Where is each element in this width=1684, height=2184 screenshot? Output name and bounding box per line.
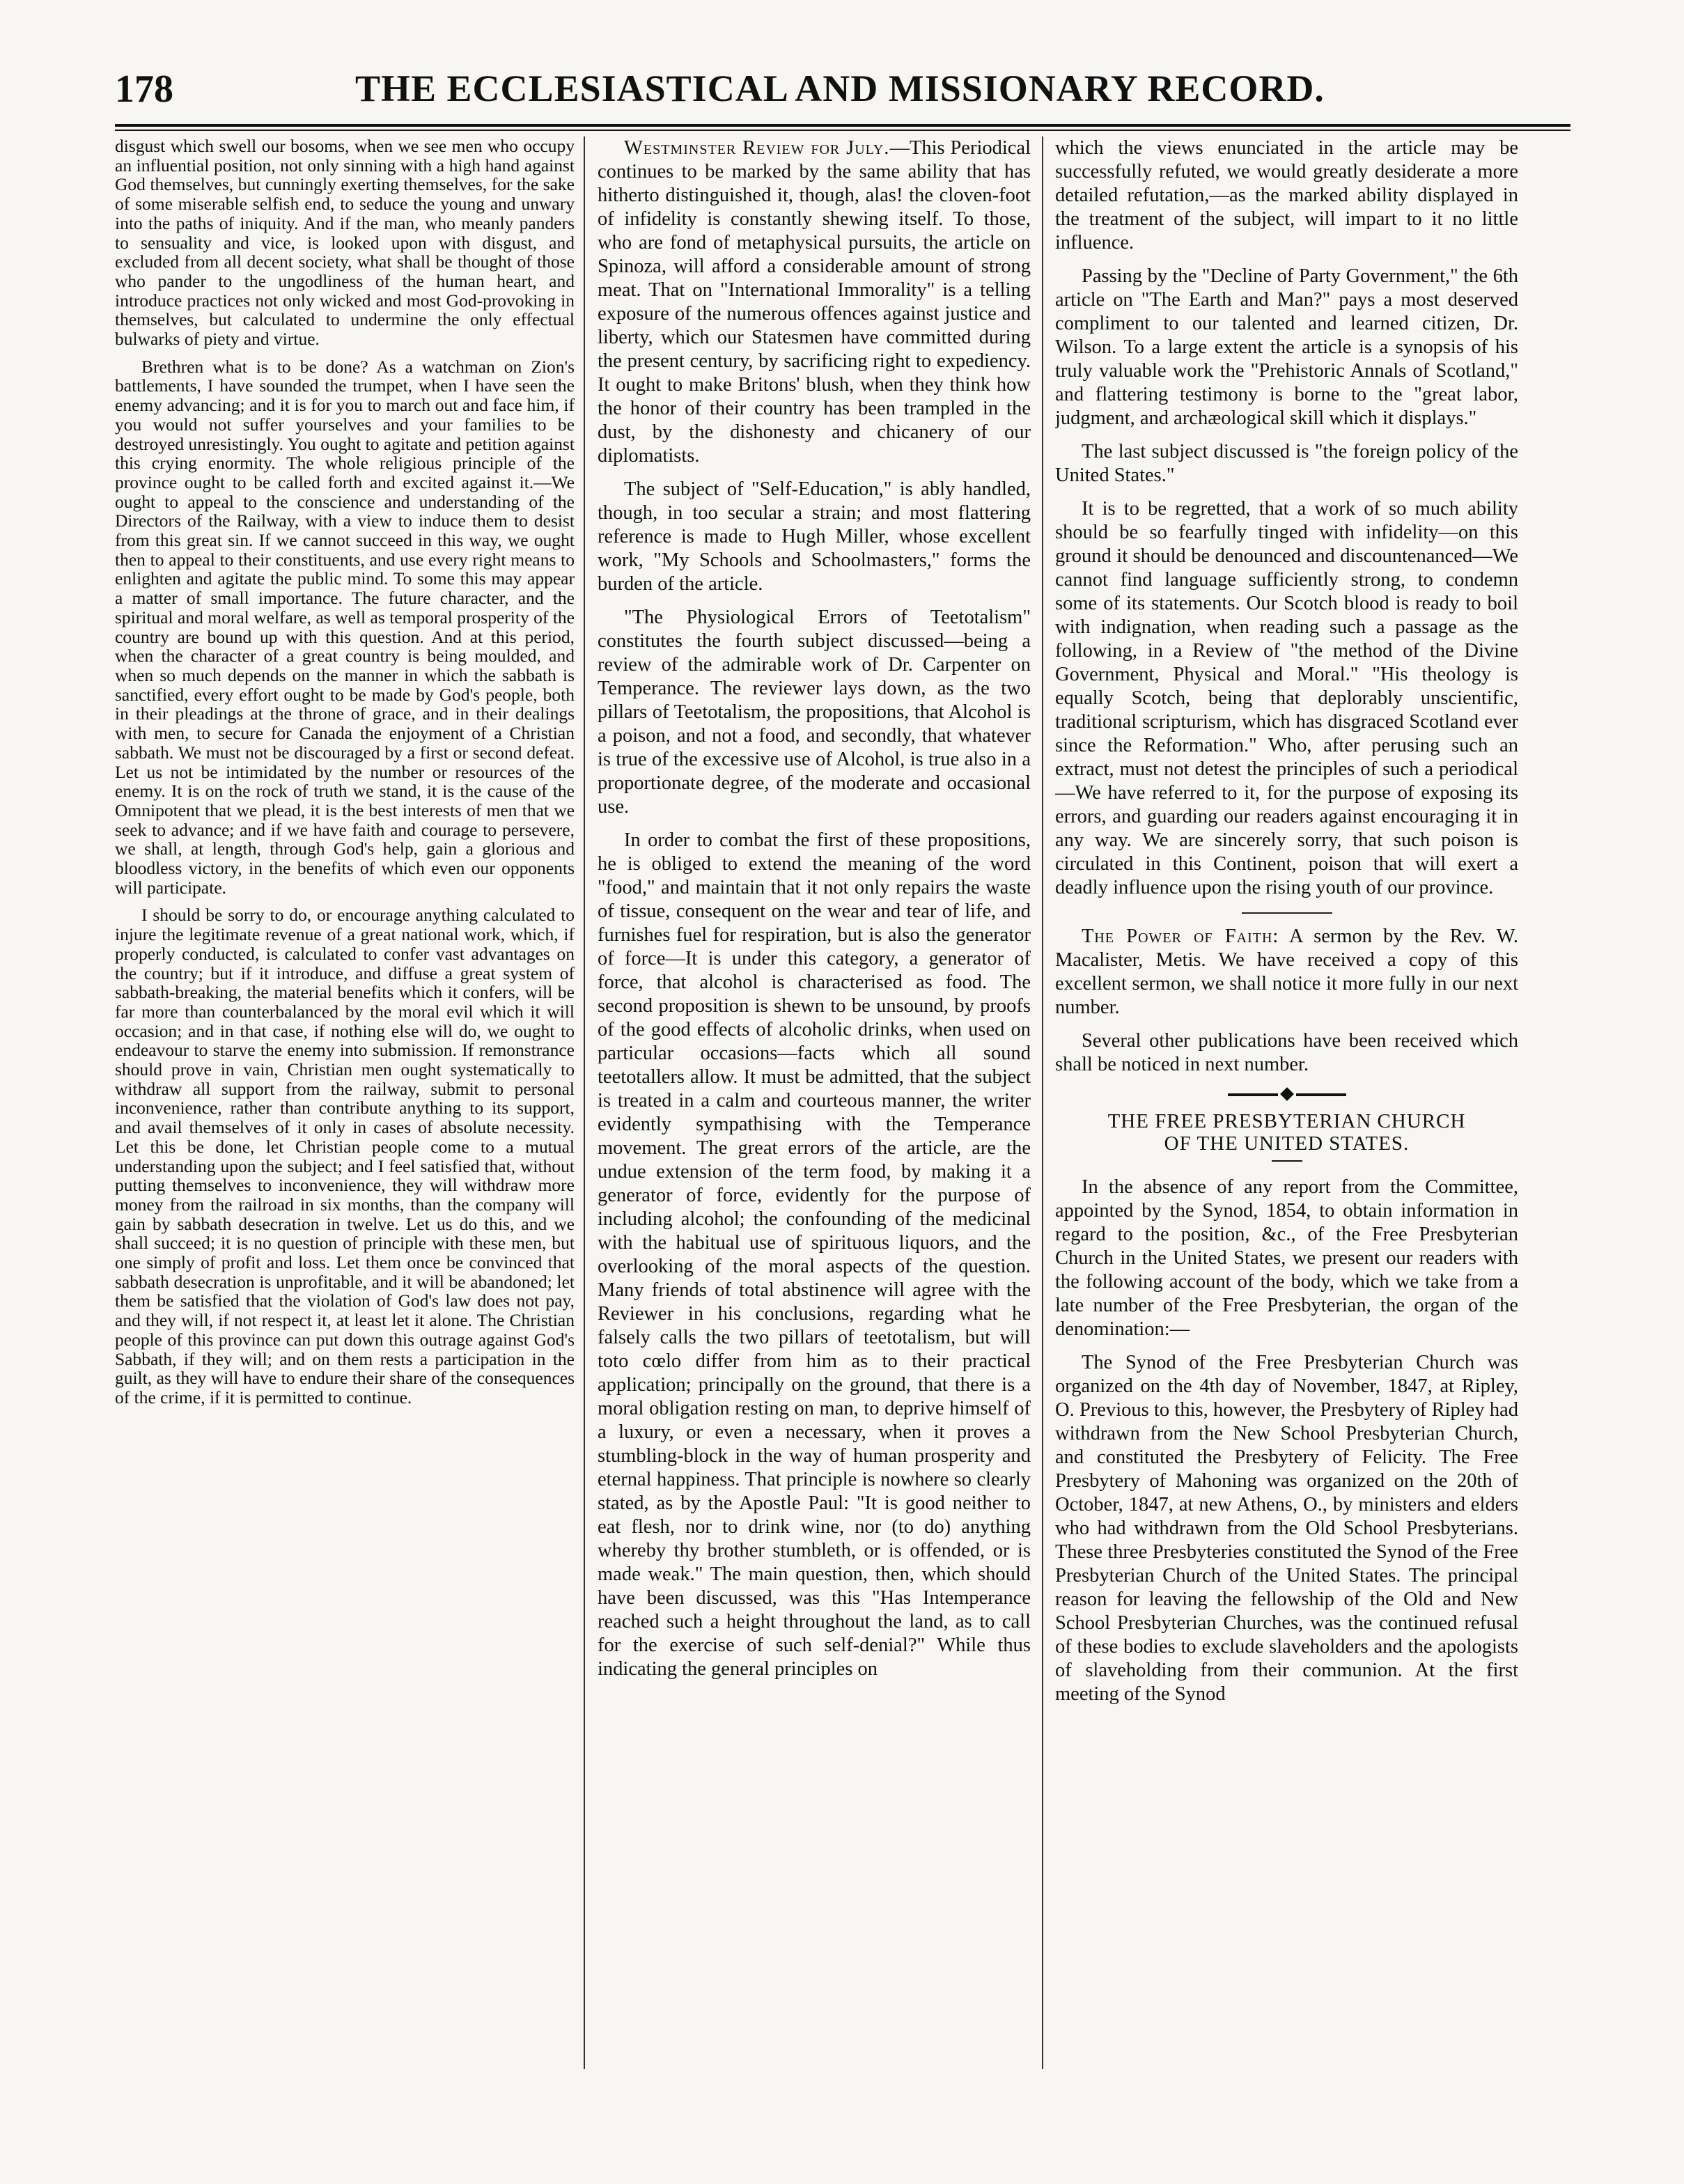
column-3 xyxy=(1055,136,1518,2086)
paragraph: "The Physiological Errors of Teetotalism" constitutes the fourth subject discussed—being a review of the admirable work of Dr. Carpenter on Temperance. The reviewer lays down, as the two pillars of Teetotalism, the propositions, that Alcohol is a poison, and not a food, and secondly, that whatever is true of the excessive use of Alcohol, is true also in a proportionate degree, of the moderate and occasional use. xyxy=(598,607,1031,818)
section-title-rule xyxy=(1272,1160,1302,1162)
header-rule-thin xyxy=(115,130,1570,131)
column-2 xyxy=(598,136,1031,2086)
section-title-line-1: THE FREE PRESBYTERIAN CHURCH xyxy=(1107,1110,1466,1132)
paragraph: I should be sorry to do, or encourage anything calculated to injure the legitimate revenue of a great national work, which, if properly conducted, is calculated to confer vast advantages on the country; but if it introduce, and diffuse a great system of sabbath-breaking, the material benefits which it confers, will be far more than counterbalanced by the moral evil which it will occasion; and in that case, if nothing else will do, we ought to endeavour to starve the enemy into submission. If remonstrance should prove in vain, Christian men ought systematically to withdraw all support from the railway, submit to personal inconvenience, rather than contribute anything to its support, and avail themselves of it only in cases of absolute necessity. Let this be done, let Christian people come to a mutual understanding upon the subject; and I feel satisfied that, without putting themselves to inconvenience, they will withdraw more money from the railroad in six months, than the company will gain by sabbath desecration in twelve. Let us do this, and we shall succeed; it is no question of principle with these men, but one simply of profit and loss. Let them once be convinced that sabbath desecration is unprofitable, and it will be abandoned; let them be satisfied that the violation of God's law does not pay, and they will, if not respect it, at least let it alone. The Christian people of this province can put down this outrage against God's Sabbath, if they will; and on them rests a participation in the guilt, as they will have to endure their share of the consequences of the crime, if it is permitted to continue. xyxy=(115,905,575,1407)
paragraph-text: A sermon by the Rev. W. Macalister, Metis. We have received a copy of this excellent sermon, we shall notice it more fully in our next number. xyxy=(1055,926,1518,1018)
section-title xyxy=(1055,1110,1518,1155)
paragraph: Several other publications have been received which shall be noticed in next number. xyxy=(1055,1030,1518,1075)
page-number: 178 xyxy=(115,68,173,111)
paragraph: disgust which swell our bosoms, when we see men who occupy an influential position, not only sinning with a high hand against God themselves, but cunningly exerting themselves, for the sake of some miserable selfish end, to seduce the young and unwary into the paths of iniquity. And if the man, who meanly panders to sensuality and vice, is looked upon with disgust, and excluded from all decent society, what shall be thought of those who pander to the ungodliness of the human heart, and introduce practices not only wicked and most God-provoking in themselves, but calculated to undermine the only effectual bulwarks of piety and virtue. xyxy=(115,136,575,350)
publication-title: THE ECCLESIASTICAL AND MISSIONARY RECORD. xyxy=(355,68,1325,109)
diamond-ornament-icon xyxy=(1280,1087,1294,1101)
column-1 xyxy=(115,136,575,2073)
column-divider-1 xyxy=(584,136,585,2069)
paragraph: It is to be regretted, that a work of so much ability should be so fearfully tinged with infidelity—on this ground it should be denounced and discountenanced—We cannot find language sufficiently strong, to condemn some of its statements. Our Scotch blood is ready to boil with indignation, when reading such a passage as the following, in a Review of "the method of the Divine Government, Physical and Moral." "His theology is equally Scotch, being that deplorably unscientific, traditional scripturism, which has disgraced Scotland ever since the Reformation." Who, after perusing such an extract, must not detest the principles of such a periodical—We have referred to it, for the purpose of exposing its errors, and guarding our readers against encouraging it in any way. We are sincerely sorry, that such poison is circulated in this Continent, poison that will exert a deadly influence upon the rising youth of our province. xyxy=(1055,498,1518,898)
header-rule-thick xyxy=(115,124,1570,127)
column-divider-2 xyxy=(1042,136,1043,2069)
paragraph xyxy=(1055,925,1518,1020)
page-header xyxy=(115,67,1570,123)
paragraph: Passing by the "Decline of Party Government," the 6th article on "The Earth and Man?" pays a most deserved compliment to our talented and learned citizen, Dr. Wilson. To a large extent the article is a synopsis of his truly valuable work the "Prehistoric Annals of Scotland," and flattering testimony is borne to the "great labor, judgment, and archæological skill which it displays." xyxy=(1055,265,1518,429)
paragraph: which the views enunciated in the article may be successfully refuted, we would greatly desiderate a more detailed refutation,—as the marked ability displayed in the treatment of the subject, will impart to it no little influence. xyxy=(1055,137,1518,254)
paragraph-text: —This Periodical continues to be marked by the same ability that has hitherto distinguished it, though, alas! the cloven-foot of infidelity is constantly shewing itself. To those, who are fond of metaphysical pursuits, the article on Spinoza, will afford a considerable amount of strong meat. That on "International Immorality" is a telling exposure of the numerous offences against justice and liberty, which our Statesmen have committed during the present century, by sacrificing right to expediency. It ought to make Britons' blush, when they think how the honor of their country has been trampled in the dust, by the dishonesty and chicanery of our diplomatists. xyxy=(598,137,1031,467)
paragraph: Brethren what is to be done? As a watchman on Zion's battlements, I have sounded the trumpet, when I have seen the enemy advancing; and it is for you to march out and face him, if you would not suffer yourselves and your families to be destroyed unresistingly. You ought to agitate and petition against this crying enormity. The whole religious principle of the province ought to be called forth and excited against it.—We ought to appeal to the conscience and understanding of the Directors of the Railway, with a view to induce them to desist from this great sin. If we cannot succeed in this way, we ought then to appeal to their constituents, and use every right means to enlighten and agitate the public mind. To some this may appear a matter of small importance. The future character, and the spiritual and moral welfare, as well as temporal prosperity of the country are bound up with this question. And at this period, when the character of a great country is being moulded, and when so much depends on the manner in which the sabbath is sanctified, every effort ought to be made by God's people, both in their pleadings at the throne of grace, and in their dealings with men, to secure for Canada the enjoyment of a Christian sabbath. We must not be discouraged by a first or second defeat. Let us not be intimidated by the number or resources of the enemy. It is on the rock of truth we stand, it is the cause of the Omnipotent that we plead, it is the best interests of men that we seek to advance; and if we have faith and courage to persevere, we shall, at length, through God's help, gain a glorious and bloodless victory, in the benefits of which even our opponents will participate. xyxy=(115,356,575,898)
paragraph: The last subject discussed is "the foreign policy of the United States." xyxy=(1055,441,1518,486)
article-heading: The Power of Faith: xyxy=(1082,926,1279,947)
section-divider xyxy=(1242,912,1332,914)
article-heading: Westminster Review for July. xyxy=(624,137,890,159)
paragraph: In order to combat the first of these propositions, he is obliged to extend the meaning of the word "food," and maintain that it not only repairs the waste of tissue, consequent on the wear and tear of life, and furnishes fuel for respiration, but is also the generator of force—It is under this category, a generator of force, that alcohol is characterised as food. The second proposition is shewn to be unsound, by proofs of the good effects of alcoholic drinks, when used on particular occasions—facts which all sound teetotallers allow. It must be admitted, that the subject is treated in a calm and courteous manner, the writer evidently sympathising with the Temperance movement. The great errors of the article, are the undue extension of the term food, by making it a generator of force, evidently for the purpose of including alcohol; the confounding of the medicinal with the habitual use of spirituous liquors, and the overlooking of the moral aspects of the question. Many friends of total abstinence will agree with the Reviewer in his conclusions, regarding what he falsely calls the two pillars of teetotalism, but will toto cœlo differ from him as to their practical application; principally on the ground, that there is a moral obligation resting on man, to deprive himself of a luxury, or even a necessary, when it proves a stumbling-block in the way of human prosperity and eternal happiness. That principle is nowhere so clearly stated, as by the Apostle Paul: "It is good neither to eat flesh, nor to drink wine, nor (to do) anything whereby thy brother stumbleth, or is offended, or is made weak." The main question, then, which should have been discussed, was this "Has Intemperance reached such a height throughout the land, as to call for the exercise of such self-denial?" While thus indicating the general principles on xyxy=(598,829,1031,1680)
paragraph xyxy=(598,136,1031,468)
paragraph: The Synod of the Free Presbyterian Church was organized on the 4th day of November, 1847, at Ripley, O. Previous to this, however, the Presbytery of Ripley had withdrawn from the New School Presbyterian Church, and constituted the Presbytery of Felicity. The Free Presbytery of Mahoning was organized on the 20th of October, 1847, at new Athens, O., by ministers and elders who had withdrawn from the Old School Presbyterians. These three Presbyteries constituted the Synod of the Free Presbyterian Church of the United States. The principal reason for leaving the fellowship of the Old and New School Presbyterian Churches, was the continued refusal of these bodies to exclude slaveholders and the apologists of slaveholding from their communion. At the first meeting of the Synod xyxy=(1055,1352,1518,1705)
paragraph: The subject of "Self-Education," is ably handled, though, in too secular a strain; and most flattering reference is made to Hugh Miller, whose excellent work, "My Schools and Schoolmasters," forms the burden of the article. xyxy=(598,478,1031,595)
ornamental-divider xyxy=(1228,1089,1346,1100)
section-title-line-2: OF THE UNITED STATES. xyxy=(1164,1132,1410,1155)
paragraph: In the absence of any report from the Committee, appointed by the Synod, 1854, to obtain information in regard to the position, &c., of the Free Presbyterian Church in the United States, we present our readers with the following account of the body, which we take from a late number of the Free Presbyterian, the organ of the denomination:— xyxy=(1055,1176,1518,1340)
